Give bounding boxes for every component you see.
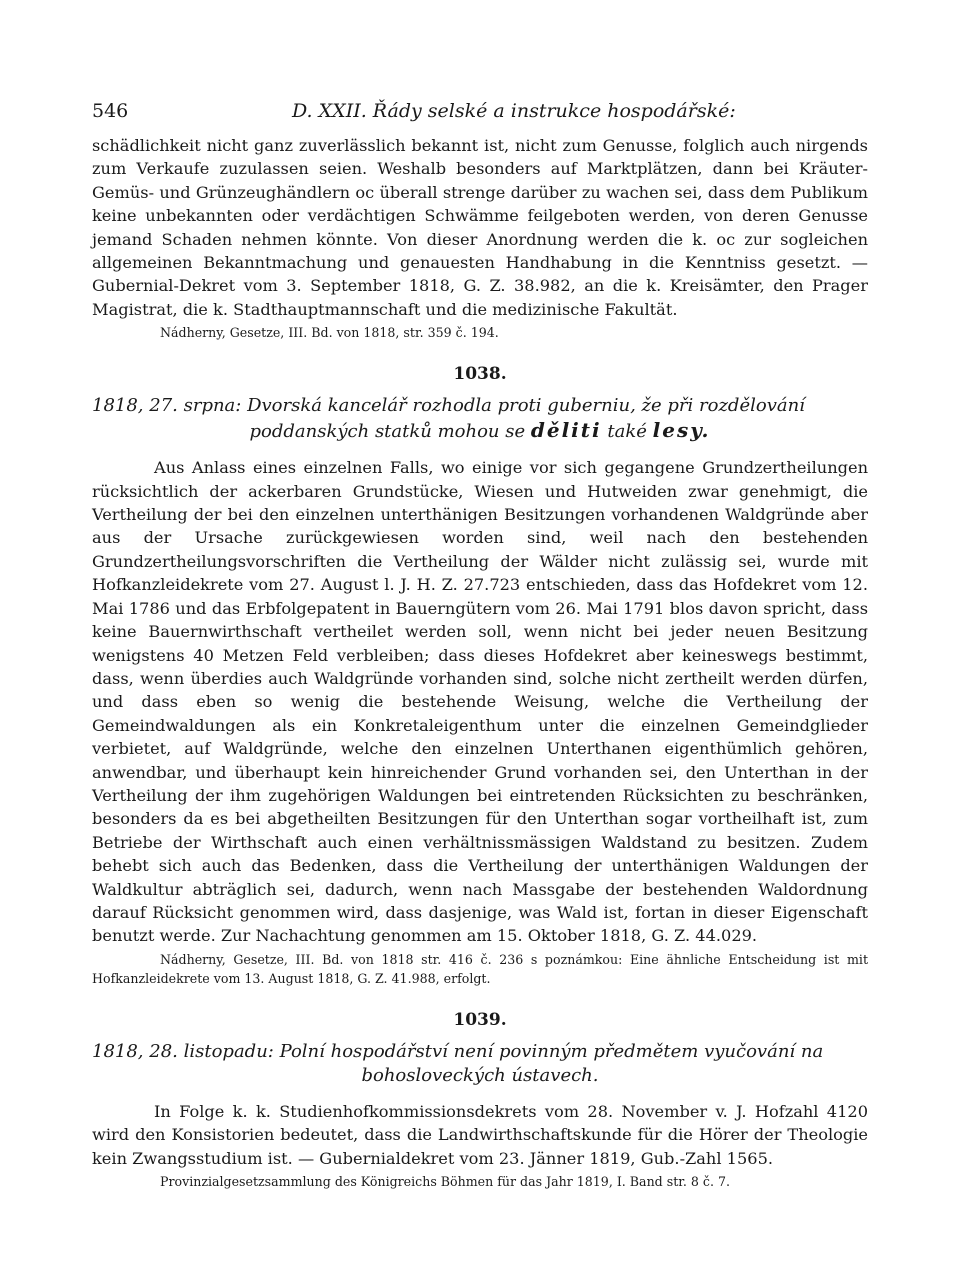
heading-line-2: bohosloveckých ústavech.: [361, 1064, 599, 1086]
document-page: [92, 100, 868, 1191]
heading-text: také: [607, 421, 647, 443]
running-title: D. XXII. Řády selské a instrukce hospodářské:: [292, 100, 736, 122]
continuation-section: [92, 134, 868, 342]
entry-source: Provinzialgesetzsammlung des Königreichs Böhmen für das Jahr 1819, I. Band str. 8 č. 7.: [160, 1174, 731, 1189]
page-header: [92, 100, 868, 130]
heading-line-1: 1818, 28. listopadu: Polní hospodářství není povinným předmětem vyučování na: [92, 1040, 824, 1062]
entry-number: 1038.: [453, 364, 507, 385]
entry-body: In Folge k. k. Studienhofkommissionsdekrets vom 28. November v. J. Hofzahl 4120 wird den Konsistorien bedeutet, dass die Landwirthschaftskunde für die Hörer der Theologie kein Zwangsstudium ist. — Gubernialdekret vom 23. Jänner 1819, Gub.-Zahl 1565.: [92, 1101, 868, 1168]
entry-heading: [92, 394, 868, 444]
heading-line-2: [92, 418, 868, 444]
heading-text: poddanských statků mohou se: [249, 421, 526, 443]
entry-body: Aus Anlass eines einzelnen Falls, wo einige vor sich gegangene Grundzertheilungen rücksichtlich der ackerbaren Grundstücke, Wiesen und Hutweiden zwar genehmigt, die Vertheilung der bei den einzelnen unterthänigen Besitzungen vorhandenen Waldgründe aber aus der Ursache zurückgewiesen worden sind, weil nach den bestehenden Grundzertheilungsvorschriften die Vertheilung der Wälder nicht zulässig sei, wurde mit Hofkanzleidekrete vom 27. August l. J. H. Z. 27.723 entschieden, dass das Hofdekret vom 12. Mai 1786 und das Erbfolgepatent in Bauerngütern vom 26. Mai 1791 blos davon spricht, dass keine Bauernwirthschaft vertheilet werden soll, wenn nicht bei jeder neuen Besitzung wenigstens 40 Metzen Feld verbleiben; dass dieses Hofdekret aber keineswegs bestimmt, dass, wenn überdies auch Waldgründe vorhanden sind, solche nicht zertheilt werden dürfen, und dass eben so wenig die bestehende Weisung, welche die Vertheilung der Gemeindwaldungen als ein Konkretaleigenthum unter die einzelnen Gemeindglieder verbietet, auf Waldgründe, welche den einzelnen Unterthanen eigenthümlich gehören, anwendbar, und überhaupt kein hinreichender Grund vorhanden sei, den Unterthan in der Vertheilung der ihm zugehörigen Waldungen bei eintretenden Rücksichten zu beschränken, besonders da es bei abgetheilten Besitzungen für den Unterthan sogar vortheilhaft ist, zum Betriebe der Wirthschaft auch einen verhältnissmässigen Waldstand zu besitzen. Zudem behebt sich auch das Bedenken, dass die Vertheilung der unterthänigen Waldungen der Waldkultur abträglich sei, dadurch, wenn nach Massgabe der bestehenden Waldordnung darauf Rücksicht genommen wird, dass dasjenige, was Wald ist, fortan in dieser Eigenschaft benutzt werde. Zur Nachachtung genommen am 15. Oktober 1818, G. Z. 44.029.: [92, 458, 868, 946]
entry-1039: [92, 1010, 868, 1191]
continuation-paragraph: schädlichkeit nicht ganz zuverlässlich bekannt ist, nicht zum Genusse, folglich auch nirgends zum Verkaufe zuzulassen seien. Weshalb besonders auf Marktplätzen, dann bei Kräuter- Gemüs- und Grünzeughändlern oc überall strenge darüber zu wachen sei, dass dem Publikum keine unbekannten oder verdächtigen Schwämme feilgeboten werden, von deren Genusse jemand Schaden nehmen könnte. Von dieser Anordnung werden die k. oc zur sogleichen allgemeinen Bekanntmachung und genauesten Handhabung in die Kenntniss gesetzt. — Gubernial-Dekret vom 3. September 1818, G. Z. 38.982, an die k. Kreisämter, den Prager Magistrat, die k. Stadthauptmannschaft und die medizinische Fakultät.: [92, 136, 868, 319]
page-number: 546: [92, 100, 129, 122]
entry-heading: [92, 1040, 868, 1088]
heading-emphasis: lesy.: [652, 418, 711, 443]
entry-source: Nádherny, Gesetze, III. Bd. von 1818 str. 416 č. 236 s poznámkou: Eine ähnliche Entscheidung ist mit Hofkanzleidekrete vom 13. August 1818, G. Z. 41.988, erfolgt.: [92, 951, 868, 986]
heading-line-1: 1818, 27. srpna: Dvorská kancelář rozhodla proti guberniu, že při rozdělování: [92, 395, 805, 417]
entry-1038: [92, 364, 868, 988]
entry-number: 1039.: [453, 1009, 507, 1030]
heading-emphasis: děliti: [530, 418, 602, 443]
continuation-source: Nádherny, Gesetze, III. Bd. von 1818, str. 359 č. 194.: [160, 325, 499, 341]
